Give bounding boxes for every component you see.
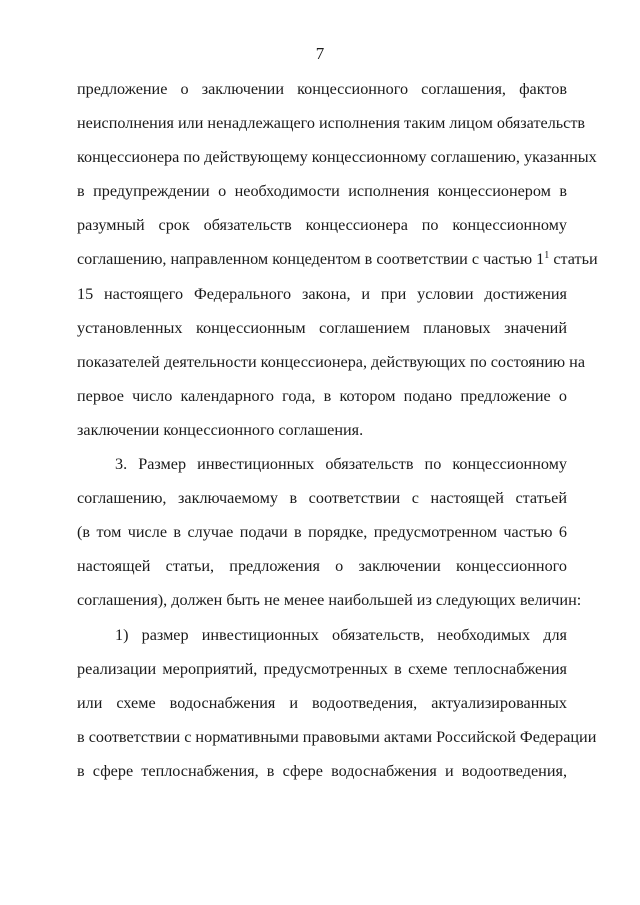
text-line: 15 настоящего Федерального закона, и при условии достижения [77, 284, 567, 303]
text-line: концессионера по действующему концессионному соглашению, указанных [77, 148, 597, 167]
text-line: заключении концессионного соглашения. [77, 420, 364, 439]
text-line: показателей деятельности концессионера, действующих по состоянию на [77, 352, 586, 371]
text-line: в предупреждении о необходимости исполнения концессионером в [77, 182, 567, 201]
text-line: 1) размер инвестиционных обязательств, необходимых для [115, 625, 567, 644]
text-line: предложение о заключении концессионного соглашения, фактов [77, 80, 567, 98]
text-line: соглашения), должен быть не менее наибольшей из следующих величин: [77, 591, 582, 610]
body-text [77, 72, 598, 788]
text-line: в сфере теплоснабжения, в сфере водоснабжения и водоотведения, [77, 761, 567, 780]
text-line: реализации мероприятий, предусмотренных в схеме теплоснабжения [77, 659, 567, 678]
text-line: (в том числе в случае подачи в порядке, предусмотренном частью 6 [77, 523, 567, 542]
text-line: установленных концессионным соглашением плановых значений [77, 318, 567, 337]
text-line: соглашению, направленном концедентом в соответствии с частью $1^1$ статьи [77, 250, 598, 269]
text-line: или схеме водоснабжения и водоотведения, актуализированных [77, 693, 567, 712]
page-number: 7 [315, 44, 325, 63]
text-line: в соответствии с нормативными правовыми актами Российской Федерации [77, 727, 597, 746]
text-line: настоящей статьи, предложения о заключении концессионного [77, 557, 567, 576]
text-line: 3. Размер инвестиционных обязательств по концессионному [115, 455, 567, 474]
superscript: 1 [544, 250, 550, 262]
text-line: неисполнения или ненадлежащего исполнения таким лицом обязательств [77, 114, 586, 133]
text-line: первое число календарного года, в котором подано предложение о [77, 386, 567, 405]
text-line: соглашению, заключаемому в соответствии с настоящей статьей [77, 489, 567, 508]
text-line: разумный срок обязательств концессионера по концессионному [77, 216, 567, 235]
